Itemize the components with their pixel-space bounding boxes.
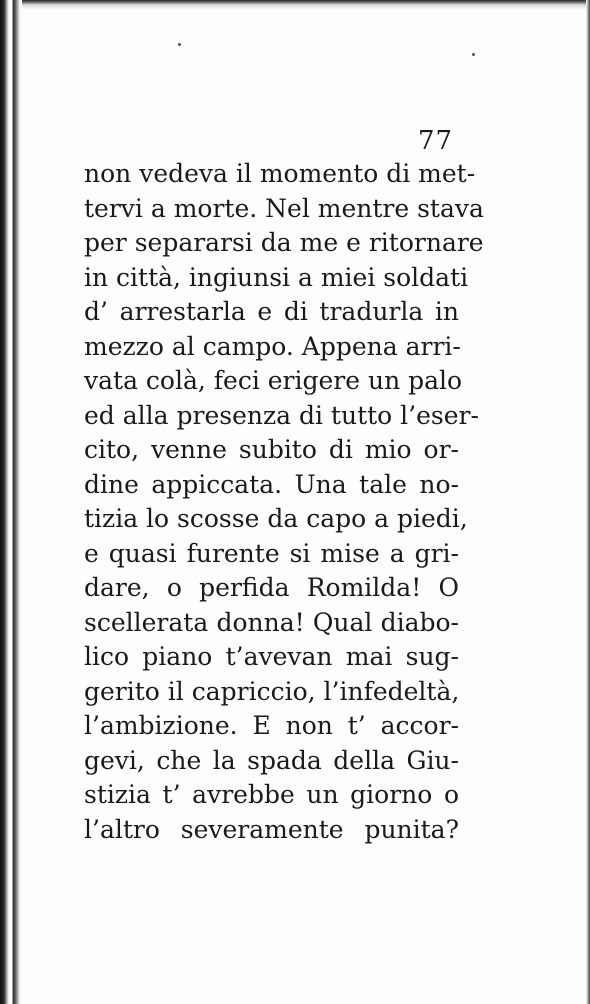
text-line: cito, venne subito di mio or- xyxy=(84,435,459,464)
text-line: in città, ingiunsi a miei soldati xyxy=(84,262,469,292)
text-line: scellerata donna! Qual diabo- xyxy=(84,607,459,637)
book-binding-edge xyxy=(0,0,22,1004)
text-line: vata colà, feci erigere un palo xyxy=(84,366,463,395)
text-line: stizia t’ avrebbe un giorno o xyxy=(84,780,459,809)
text-line: ed alla presenza di tutto l’eser- xyxy=(84,400,479,430)
page-top-edge xyxy=(0,0,590,10)
text-line: tervi a morte. Nel mentre stava xyxy=(84,193,484,223)
page-right-edge xyxy=(586,0,590,1004)
body-text xyxy=(84,157,484,847)
text-line: e quasi furente si mise a gri- xyxy=(84,538,459,568)
text-line: gerito il capriccio, l’infedeltà, xyxy=(84,676,460,706)
text-line: l’ambizione. E non t’ accor- xyxy=(84,711,459,740)
page-number: 77 xyxy=(418,126,454,156)
text-line: tizia lo scosse da capo a piedi, xyxy=(84,504,468,533)
text-line: l’altro severamente punita? xyxy=(84,814,459,844)
scan-speck xyxy=(472,53,475,56)
text-line: d’ arrestarla e di tradurla in xyxy=(84,297,459,326)
text-line: mezzo al campo. Appena arri- xyxy=(84,331,461,361)
text-line: lico piano t’avevan mai sug- xyxy=(84,642,459,671)
text-line: dine appiccata. Una tale no- xyxy=(84,469,459,499)
text-line: non vedeva il momento di met- xyxy=(84,159,476,188)
text-line: gevi, che la spada della Giu- xyxy=(84,745,459,775)
scan-speck xyxy=(178,43,181,46)
text-line: per separarsi da me e ritornare xyxy=(84,228,484,257)
text-line: dare, o perfida Romilda! O xyxy=(84,573,459,602)
